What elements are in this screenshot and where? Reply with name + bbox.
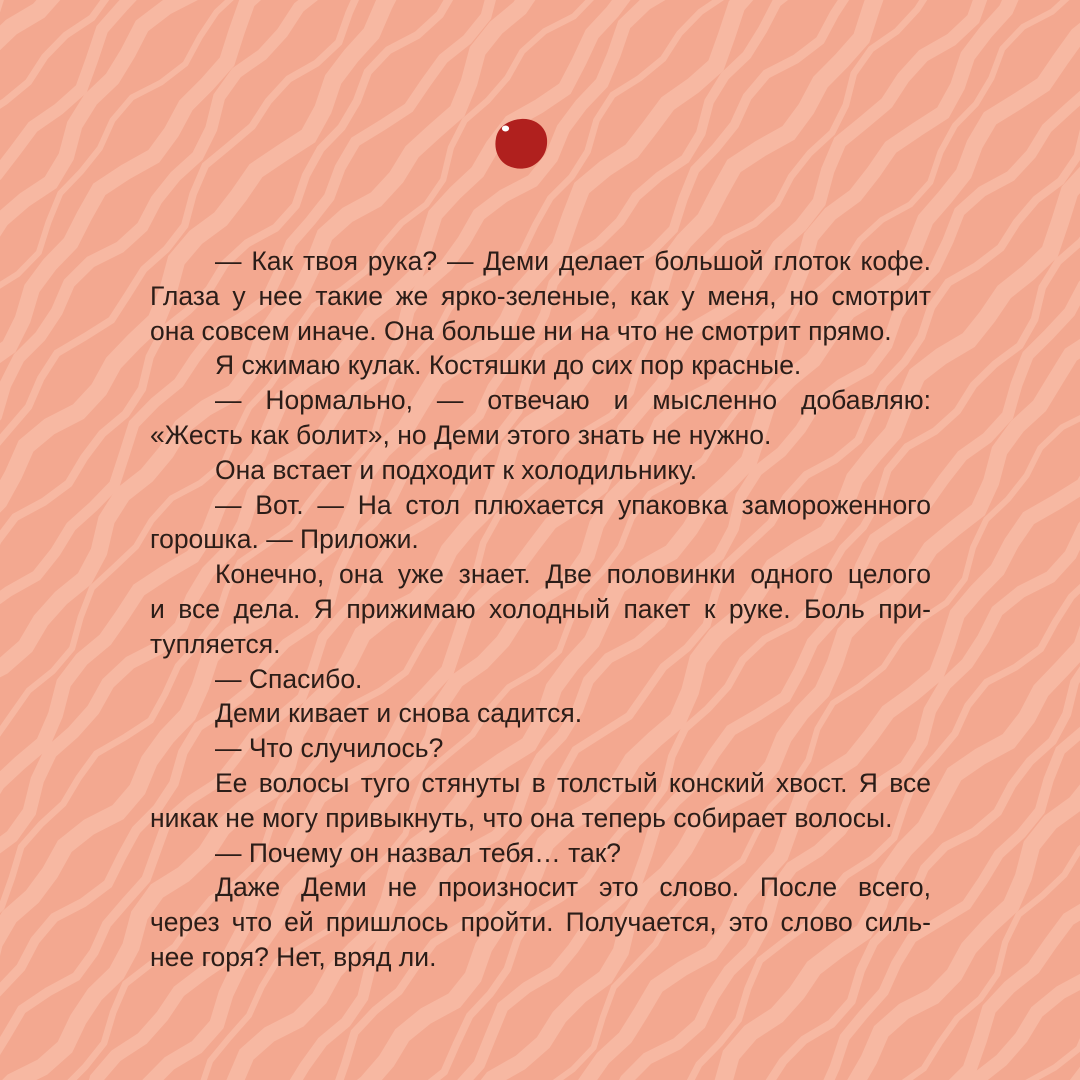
page-text — [150, 244, 931, 975]
text-line: горошка. — Приложи. — [150, 524, 419, 555]
text-line: Она встает и подходит к холодильнику. — [215, 454, 698, 485]
text-line: и все дела. Я прижимаю холодный пакет к руке. Боль при- — [150, 593, 931, 624]
text-line: Даже Деми не произносит это слово. После всего, — [215, 872, 931, 903]
text-line: «Жесть как болит», но Деми этого знать не нужно. — [150, 419, 772, 450]
text-line: тупляется. — [150, 628, 281, 659]
text-line: она совсем иначе. Она больше ни на что не смотрит прямо. — [150, 315, 892, 346]
text-line: Ее волосы туго стянуты в толстый конский хвост. Я все — [215, 767, 931, 798]
text-line: — Почему он назвал тебя… так? — [215, 837, 622, 868]
text-line: Глаза у нее такие же ярко-зеленые, как у меня, но смотрит — [150, 280, 931, 311]
text-line: — Как твоя рука? — Деми делает большой глоток кофе. — [215, 246, 931, 276]
text-line: нее горя? Нет, вряд ли. — [150, 941, 437, 972]
red-berry-icon — [493, 117, 549, 171]
text-line: Деми кивает и снова садится. — [215, 698, 583, 729]
text-line: Конечно, она уже знает. Две половинки одного целого — [215, 559, 931, 590]
text-line: — Нормально, — отвечаю и мысленно добавляю: — [215, 385, 931, 416]
text-line: — Спасибо. — [215, 663, 363, 694]
text-line: никак не могу привыкнуть, что она теперь собирает волосы. — [150, 802, 893, 833]
text-line: через что ей пришлось пройти. Получается, это слово силь- — [150, 907, 931, 938]
text-line: — Вот. — На стол плюхается упаковка замороженного — [215, 489, 931, 520]
text-line: Я сжимаю кулак. Костяшки до сих пор красные. — [215, 350, 802, 381]
text-line: — Что случилось? — [215, 733, 444, 764]
